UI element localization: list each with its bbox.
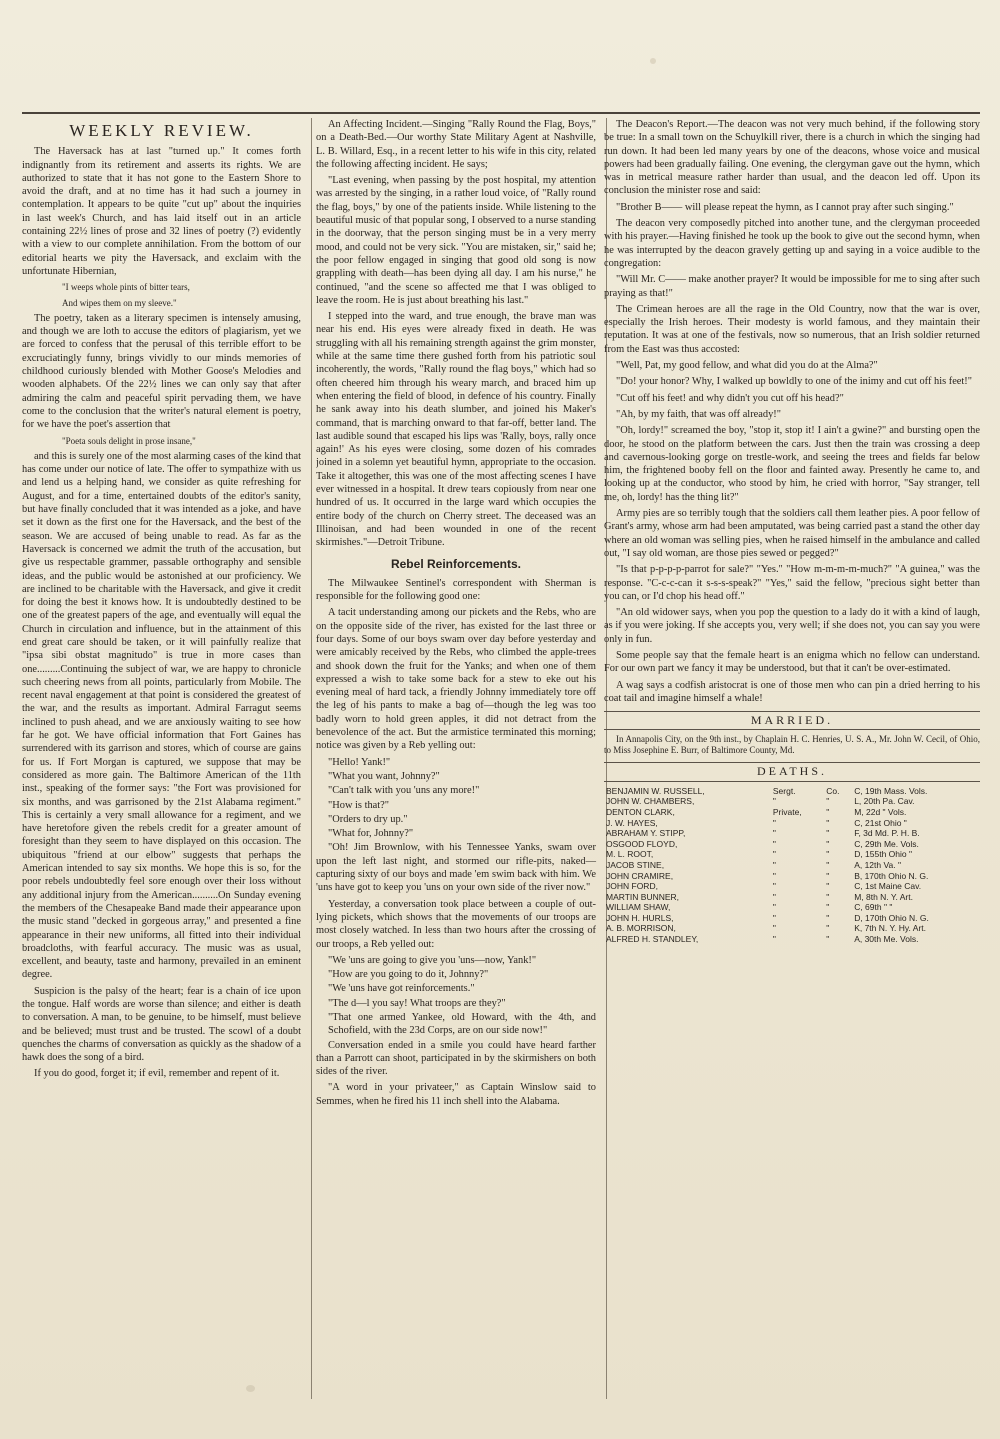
paragraph: The Milwaukee Sentinel's correspondent with Sherman is responsible for the following good one: xyxy=(316,577,596,603)
death-company: " xyxy=(826,891,830,902)
column-incidents xyxy=(316,118,607,1399)
death-unit: B, 170th Ohio N. G. xyxy=(854,870,929,881)
column-miscellany xyxy=(604,118,980,1399)
dialog-line: "That one armed Yankee, old Howard, with the 4th, and Schofield, with the 23d Corps, are on our side now!" xyxy=(328,1012,596,1037)
paragraph: "A word in your privateer," as Captain Winslow said to Semmes, when he fired his 11 inch shell into the Alabama. xyxy=(316,1082,596,1107)
death-unit: D, 170th Ohio N. G. xyxy=(854,912,929,923)
paragraph: The Deacon's Report.—The deacon was not very much behind, if the following story be true: In a small town on the Schuylkill river, there is a church in which the singing had run down. It had been led many years by one of the deacons, whose voice and musical powers had been gradually failing. One evening, the clergyman gave out the hymn, which was in metrical measure rather harder than usual, and the deacon led off. Upon its conclusion the minister rose and said: xyxy=(604,119,980,197)
death-rank: " xyxy=(772,817,776,828)
death-unit: C, 19th Mass. Vols. xyxy=(854,785,928,796)
death-name: JACOB STINE, xyxy=(606,859,665,870)
death-row xyxy=(604,849,980,860)
death-company: " xyxy=(826,902,830,913)
paragraph: "Cut off his feet! and why didn't you cut off his head?" xyxy=(616,392,844,404)
paragraph: Yesterday, a conversation took place between a couple of out-lying pickets, which shows that the movements of our troops are most closely watched. In less than two hours after the crossing of our troops, a Reb yelled out: xyxy=(316,898,596,950)
death-rank: " xyxy=(772,923,776,934)
death-row xyxy=(604,860,980,871)
paragraph: A wag says a codfish aristocrat is one of those men who can pin a dried herring to his coat tail and imagine himself a whale! xyxy=(604,679,980,704)
death-name: WILLIAM SHAW, xyxy=(606,902,671,913)
death-name: JOHN CRAMIRE, xyxy=(606,870,674,881)
death-company: " xyxy=(826,796,830,807)
death-rank: " xyxy=(772,902,776,913)
marriage-notice: In Annapolis City, on the 9th inst., by Chaplain H. C. Henries, U. S. A., Mr. John W. Cecil, of Ohio, to Miss Josephine E. Burr, of Baltimore County, Md. xyxy=(604,734,980,756)
death-unit: M, 22d " Vols. xyxy=(854,806,907,817)
death-row xyxy=(604,902,980,913)
death-row xyxy=(604,934,980,945)
death-company: " xyxy=(826,838,830,849)
dialog-line: "How is that?" xyxy=(328,799,390,811)
deaths-table xyxy=(604,786,980,945)
death-name: OSGOOD FLOYD, xyxy=(606,838,678,849)
paragraph: "Will Mr. C—— make another prayer? It would be impossible for me to sing after such praying as that!" xyxy=(604,274,980,299)
paragraph: "Brother B—— will please repeat the hymn, as I cannot pray after such singing." xyxy=(616,201,954,213)
death-name: DENTON CLARK, xyxy=(606,806,675,817)
death-name: A. B. MORRISON, xyxy=(606,923,676,934)
death-name: ABRAHAM Y. STIPP, xyxy=(606,828,686,839)
death-company: " xyxy=(826,912,830,923)
death-unit: K, 7th N. Y. Hy. Art. xyxy=(854,923,926,934)
death-rank: " xyxy=(772,828,776,839)
death-row xyxy=(604,881,980,892)
death-name: M. L. ROOT, xyxy=(606,849,654,860)
death-rank: " xyxy=(772,849,776,860)
dialog-line: "The d—l you say! What troops are they?" xyxy=(328,997,506,1009)
death-unit: D, 155th Ohio " xyxy=(854,849,913,860)
article-heading: Rebel Reinforcements. xyxy=(390,556,522,571)
death-company: Co. xyxy=(826,785,840,796)
death-unit: C, 29th Me. Vols. xyxy=(854,838,919,849)
death-rank: " xyxy=(772,870,776,881)
paragraph: "Oh! Jim Brownlow, with his Tennessee Yanks, swam over upon the left last night, and stormed our rifle-pits, naked—capturing sixty of our boys and made 'em swim back with him. We 'uns have got to keep you 'uns on your own side of the river now." xyxy=(316,842,596,894)
paragraph: "An old widower says, when you pop the question to a lady do it with a kind of laugh, as if you were joking. If she accepts you, very well; if she does not, you can say you were only in fun. xyxy=(604,607,980,645)
death-unit: A, 12th Va. " xyxy=(854,859,901,870)
death-row xyxy=(604,818,980,829)
paragraph: The poetry, taken as a literary specimen is intensely amusing, and though we are loth to accuse the editors of plagiarism, yet we are forced to confess that the perusal of this terrible effort to be excruciatingly funny, brings vividly to our minds memories of childhood curiously blended with Mother Goose's Melodies and wooden alphabets. Of the 22½ lines we can only say that after admiring the calm and peaceful spirit pervading them, we have come to the conclusion that the writer's natural element is poetry, for we have the poet's assertion that xyxy=(22,312,301,431)
paragraph: Suspicion is the palsy of the heart; fear is a chain of ice upon the tongue. Half words are worse than silence; and either is death to conversation. A man, to be genuine, to be himself, must believe and be believed; must trust and be trusted. The scowl of a doubt quenches the charms of conversation as quickly as the shadow of a hawk does the song of a bird. xyxy=(22,985,301,1064)
paragraph: If you do good, forget it; if evil, remember and repent of it. xyxy=(34,1068,280,1080)
death-company: " xyxy=(826,881,830,892)
dialog-line: "What for, Johnny?" xyxy=(328,828,414,840)
paragraph: Some people say that the female heart is an enigma which no fellow can understand. For our own part we fancy it may be understood, but that it can't be over-estimated. xyxy=(604,649,980,675)
paragraph: The Crimean heroes are all the rage in the Old Country, now that the war is over, especially the Irish heroes. Their modesty is world famous, and they maintain their reputation. It was at one of the festivals, now so numerous, that an Irish soldier returned from the East was thus accosted: xyxy=(604,303,980,355)
death-name: J. W. HAYES, xyxy=(606,817,658,828)
paragraph: Army pies are so terribly tough that the soldiers call them leather pies. A poor fellow of Grant's army, whose arm had been amputated, was being carried past a stand the other day where an old woman was selling pies, when he raised himself in the ambulance and called out, "I say old woman, are those pies sewed or pegged?" xyxy=(604,508,980,559)
dialog-line: "Can't talk with you 'uns any more!" xyxy=(328,785,480,797)
death-unit: C, 1st Maine Cav. xyxy=(854,881,922,892)
death-row xyxy=(604,796,980,807)
dialog-line: "What you want, Johnny?" xyxy=(328,770,440,782)
dialog-line: "How are you going to do it, Johnny?" xyxy=(328,969,489,981)
death-row xyxy=(604,828,980,839)
paragraph: "Oh, lordy!" screamed the boy, "stop it, stop it! I ain't a gwine?" and bursting open the door, he stood on the platform between the cars. Just then the train was crossing a deep and cavernous-looking gorge on trestle-work, and seeing the trees and fields far below him, the frightened booby fell on the floor and fainted away. Presently he came to, and looking up at the conductor, who stood by him, he cried with horror, "Say stranger, tell me, oh, lordy! has the thing lit?" xyxy=(604,425,980,503)
death-company: " xyxy=(826,849,830,860)
dialog-line: "Orders to dry up." xyxy=(328,813,408,825)
death-rank: " xyxy=(772,881,776,892)
paragraph: "Is that p-p-p-p-parrot for sale?" "Yes." "How m-m-m-m-much?" "A guinea," was the response. "C-c-c-can it s-s-s-speak?" "Yes," said the fellow, "precious sight better than you can, or I'd chop his head off." xyxy=(604,564,980,602)
death-company: " xyxy=(826,859,830,870)
death-unit: F, 3d Md. P. H. B. xyxy=(854,828,920,839)
death-unit: C, 21st Ohio " xyxy=(854,817,907,828)
death-row xyxy=(604,892,980,903)
dialog-line: "We 'uns are going to give you 'uns—now, Yank!" xyxy=(328,954,537,966)
paper-stain xyxy=(650,58,656,64)
verse-line: "I weeps whole pints of bitter tears, xyxy=(62,282,190,293)
death-unit: C, 69th " " xyxy=(854,902,893,913)
death-row xyxy=(604,871,980,882)
death-rank: " xyxy=(772,796,776,807)
married-heading: MARRIED. xyxy=(604,711,980,730)
death-unit: A, 30th Me. Vols. xyxy=(854,934,919,945)
death-unit: M, 8th N. Y. Art. xyxy=(854,891,913,902)
death-company: " xyxy=(826,828,830,839)
paragraph: I stepped into the ward, and true enough, the brave man was near his end. His eyes were already fixed in death. He was struggling with all his remaining strength against the grim monster, while at the same time there gushed forth from his patriotic soul incoherently, the words, "Rally round the flag boys," which had so often cheered him through his weary march, and braced him up when entering the field of blood, in defence of his country. Finally he sank away into his death slumber, and joined his Maker's command, that is marching onward to that far-off, better land. The last audible sound that escaped his lips was 'Rally, boys, rally once again!' As his eyes were closing, some dozen of his comrades joined in a solemn yet beautiful hymn, appropriate to the occasion. Take it altogether, this was one of the most affecting scenes I have ever witnessed in a hospital. It drew tears copiously from near one hundred of us. It occurred in the large ward which occupies the entire body of the church on Cherry street. The deceased was an Illinoisan, and had been wounded in one of the recent skirmishes."—Detroit Tribune. xyxy=(316,311,596,549)
death-row xyxy=(604,807,980,818)
death-rank: " xyxy=(772,859,776,870)
death-company: " xyxy=(826,870,830,881)
death-name: MARTIN BUNNER, xyxy=(606,891,680,902)
paragraph: Conversation ended in a smile you could have heard farther than a Parrott can shoot, participated in by the skirmishers on both sides of the river. xyxy=(316,1039,596,1078)
section-title: WEEKLY REVIEW. xyxy=(69,121,254,140)
death-rank: " xyxy=(772,934,776,945)
verse-line: "Poeta souls delight in prose insane," xyxy=(62,435,196,446)
paragraph: The Haversack has at last "turned up." It comes forth indignantly from its retirement and asserts its rights. We are authorized to state that it has not gone to the Eastern Shore to avoid the draft, and at no time has it had such a journey in contemplation. It appears to be quite "cut up" about the inquiries in last week's Church, and has laid itself out in an article containing 22½ lines of prose and 32 lines of poetry (?) evidently with a view to our complete annihilation. From the bottom of our editorial hearts we pity the Haversack, and exclaim with the unfortunate Hibernian, xyxy=(22,146,301,277)
death-company: " xyxy=(826,817,830,828)
death-company: " xyxy=(826,806,830,817)
death-row xyxy=(604,839,980,850)
paragraph: and this is surely one of the most alarming cases of the kind that has come under our notice of late. The offer to sympathize with us and lend us a helping hand, we consider as quite refreshing for August, and for a time, entertained doubts of the editor's sanity, but have finally concluded that it was intended as a joke, and have set it down as the first one for the Haversack, and the best of the season. We are accused of being unable to read. As far as the Haversack is concerned we admit the truth of the accusation, but give us respectable grammer, passable orthography and sensible ideas, and the public would be astonished at our proficiency. We are inclined to be charitable with the Haversack, and give it credit for doing the best it knows how. It is undoubtedly destined to be one of the greatest papers of the age, and eventually will equal the Church in circulation and influence, but in the attainment of this end great care should be taken, or it will painfully realize that "ipsa sibi obstat magnitudo" is true in more cases than one.........Continuing the subject of war, we are happy to chronicle such cheering news from all points, particularly from Mobile. The recent naval engagement at that point is considered the greatest of the war, and the results as important. Admiral Farragut seems inclined to push ahead, and we are anxiously waiting to see how far he got. We have official information that Fort Gaines has surrendered with its garrison and stores, which of course are gains for us. If Fort Morgan is captured, we suppose that may be considered as more gain. The Baltimore American of the 11th inst., speaking of the former says: "the Fort was provisioned for six months, and was garrisoned by the 21st Alabama regiment." This is certainly a very small allowance for a regiment, and we have heretofore given the rebels credit for a greater amount of foresight than they seem to have displayed on this occasion. The ubiquitous "friend at our elbow" suggests that perhaps the American intended to say six months. We hope this is so, for the poor rebels undoubtedly feel sore enough over their loss without any additional injury from the American..........On Sunday evening the members of the Chesapeake Band made their appearance upon the music stand "decked in gorgeous array," and presented a fine appearance in their new uniforms, all fitted into their individual broadcloths, with fearful accuracy. The music was as usual, excellent, and beauty, taste and harmony, prevailed in an eminent degree. xyxy=(22,450,301,981)
death-rank: Private, xyxy=(772,806,802,817)
paragraph: "Ah, by my faith, that was off already!" xyxy=(616,408,781,420)
death-row xyxy=(604,913,980,924)
death-name: JOHN H. HURLS, xyxy=(606,912,674,923)
death-name: ALFRED H. STANDLEY, xyxy=(606,934,699,945)
deaths-heading: DEATHS. xyxy=(604,762,980,781)
verse-line: And wipes them on my sleeve." xyxy=(62,297,177,308)
top-rule xyxy=(22,112,980,114)
paragraph: "Do! your honor? Why, I walked up bowldly to one of the inimy and cut off his feet!" xyxy=(616,376,973,388)
death-company: " xyxy=(826,923,830,934)
death-rank: " xyxy=(772,838,776,849)
death-rank: Sergt. xyxy=(772,785,796,796)
death-row xyxy=(604,786,980,797)
paragraph: The deacon very composedly pitched into another tune, and the clergyman proceeded with his prayer.—Having finished he took up the book to give out the second hymn, when he was interrupted by the deacon gravely getting up and saying in a voice audible to the congregation: xyxy=(604,218,980,269)
death-unit: L, 20th Pa. Cav. xyxy=(854,796,915,807)
column-weekly-review xyxy=(22,118,312,1399)
death-rank: " xyxy=(772,891,776,902)
death-rank: " xyxy=(772,912,776,923)
paragraph: An Affecting Incident.—Singing "Rally Round the Flag, Boys," on a Death-Bed.—Our worthy State Military Agent at Nashville, L. B. Willard, Esq., in a recent letter to his wife in this city, related the following affecting incident. He says; xyxy=(316,119,596,170)
dialog-line: "Hello! Yank!" xyxy=(328,756,391,768)
death-name: BENJAMIN W. RUSSELL, xyxy=(606,785,705,796)
death-name: JOHN FORD, xyxy=(606,881,658,892)
death-company: " xyxy=(826,934,830,945)
paragraph: "Last evening, when passing by the post hospital, my attention was arrested by the singing, in a rather loud voice, of "Rally round the flag, boys," by one of the patients inside. While listening to the beautiful music of that popular song, I observed to a nurse standing in the doorway, that the person singing must be in a very merry mood, and could not be very sick. "You are mistaken, sir," said he; the poor fellow engaged in singing that good old song is now grappling with death—has been dying all day. I am his nurse," he continued, "and the scene so affected me that I was obliged to leave the room. He is just about breathing his last." xyxy=(316,175,596,306)
death-name: JOHN W. CHAMBERS, xyxy=(606,796,695,807)
dialog-line: "We 'uns have got reinforcements." xyxy=(328,983,475,995)
paragraph: "Well, Pat, my good fellow, and what did you do at the Alma?" xyxy=(616,360,878,372)
death-row xyxy=(604,923,980,934)
paragraph: A tacit understanding among our pickets and the Rebs, who are on the opposite side of the river, has existed for the last three or four days. Some of our boys swam over day before yesterday and were amicably received by the Rebs, who climbed the apple-trees and shook down the fruit for the Yanks; and when one of them expressed a wish to take some back for a stew to eke out his evening meal of hard tack, a friendly Johnny immediately tore off the leg of his pants to make a bag of—though the leg was too badly worn to hold green apples, it did not detract from the benevolence of the act. But the armistice terminated this morning; notice was given by a Reb yelling out: xyxy=(316,607,596,752)
